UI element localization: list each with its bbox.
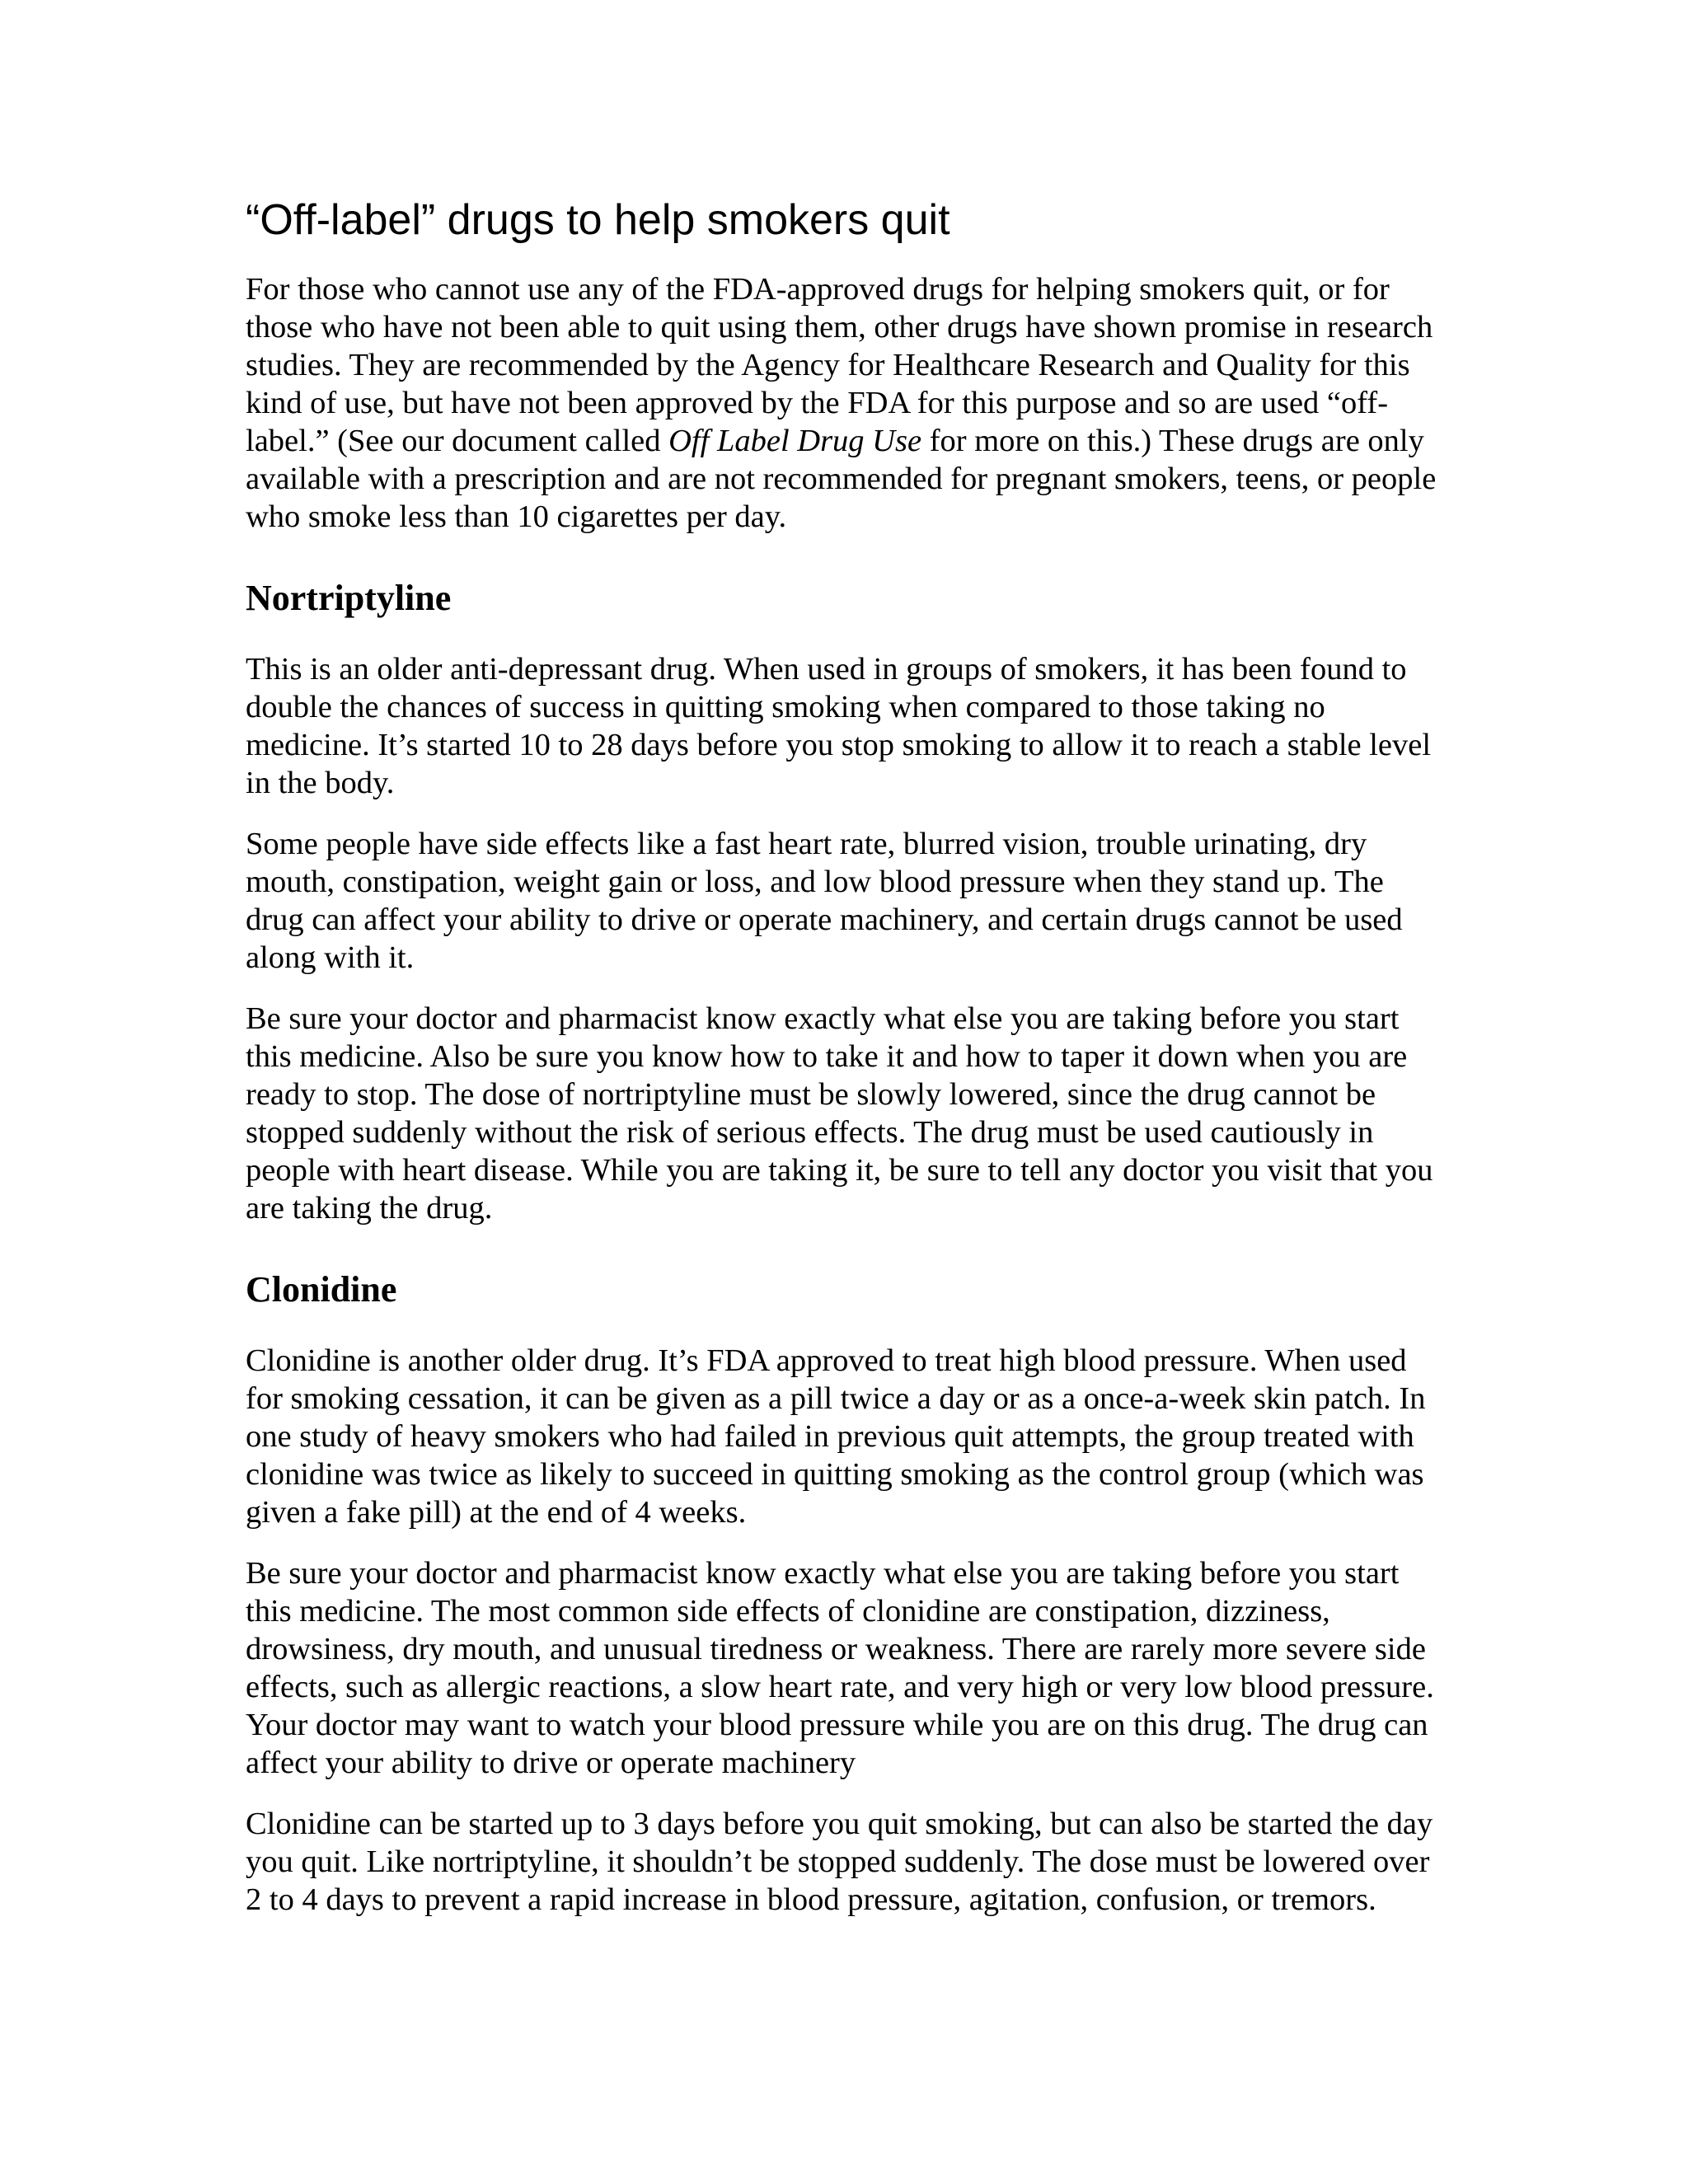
intro-paragraph: [246, 270, 1441, 536]
section-clonidine: [246, 1268, 1441, 1919]
paragraph: Be sure your doctor and pharmacist know exactly what else you are taking before you start this medicine. Also be sure you know how to take it and how to taper it down when you are ready to stop. The dose of nortriptyline must be slowly lowered, since the drug cannot be stopped suddenly without the risk of serious effects. The drug must be used cautiously in people with heart disease. While you are taking it, be sure to tell any doctor you visit that you are taking the drug.: [246, 1001, 1433, 1226]
intro-text-start: For those who cannot use any of the FDA-approved drugs for helping smokers quit, or for those who have not been able to quit using them, other drugs have shown promise in research studies. They are recommended by the Agency for Healthcare Research and Quality for this kind of use, but have not been approved by the FDA for this purpose and so are used “off-label.” (See our document called: [246, 272, 1433, 459]
page-title: “Off-label” drugs to help smokers quit: [246, 196, 950, 244]
document-page: [246, 194, 1441, 1942]
intro-text-end: for more on this.) These drugs are only available with a prescription and are not recommended for pregnant smokers, teens, or people who smoke less than 10 cigarettes per day.: [246, 424, 1437, 535]
paragraph: Clonidine is another older drug. It’s FDA approved to treat high blood pressure. When used for smoking cessation, it can be given as a pill twice a day or as a once-a-week skin patch. In one study of heavy smokers who had failed in previous quit attempts, the group treated with clonidine was twice as likely to succeed in quitting smoking as the control group (which was given a fake pill) at the end of 4 weeks.: [246, 1343, 1426, 1530]
paragraph: This is an older anti-depressant drug. When used in groups of smokers, it has been found to double the chances of success in quitting smoking when compared to those taking no medicine. It’s started 10 to 28 days before you stop smoking to allow it to reach a stable level in the body.: [246, 652, 1432, 801]
paragraph: Clonidine can be started up to 3 days before you quit smoking, but can also be started the day you quit. Like nortriptyline, it shouldn’t be stopped suddenly. The dose must be lowered over 2 to 4 days to prevent a rapid increase in blood pressure, agitation, confusion, or tremors.: [246, 1806, 1433, 1917]
section-heading: Nortriptyline: [246, 578, 452, 619]
doc-reference: Off Label Drug Use: [668, 424, 922, 459]
section-heading: Clonidine: [246, 1269, 397, 1310]
paragraph: Be sure your doctor and pharmacist know exactly what else you are taking before you start this medicine. The most common side effects of clonidine are constipation, dizziness, drowsiness, dry mouth, and unusual tiredness or weakness. There are rarely more severe side effects, such as allergic reactions, a slow heart rate, and very high or very low blood pressure. Your doctor may want to watch your blood pressure while you are on this drug. The drug can affect your ability to drive or operate machinery: [246, 1555, 1434, 1780]
paragraph: Some people have side effects like a fast heart rate, blurred vision, trouble urinating, dry mouth, constipation, weight gain or loss, and low blood pressure when they stand up. The drug can affect your ability to drive or operate machinery, and certain drugs cannot be used along with it.: [246, 827, 1403, 976]
section-nortriptyline: [246, 577, 1441, 1227]
